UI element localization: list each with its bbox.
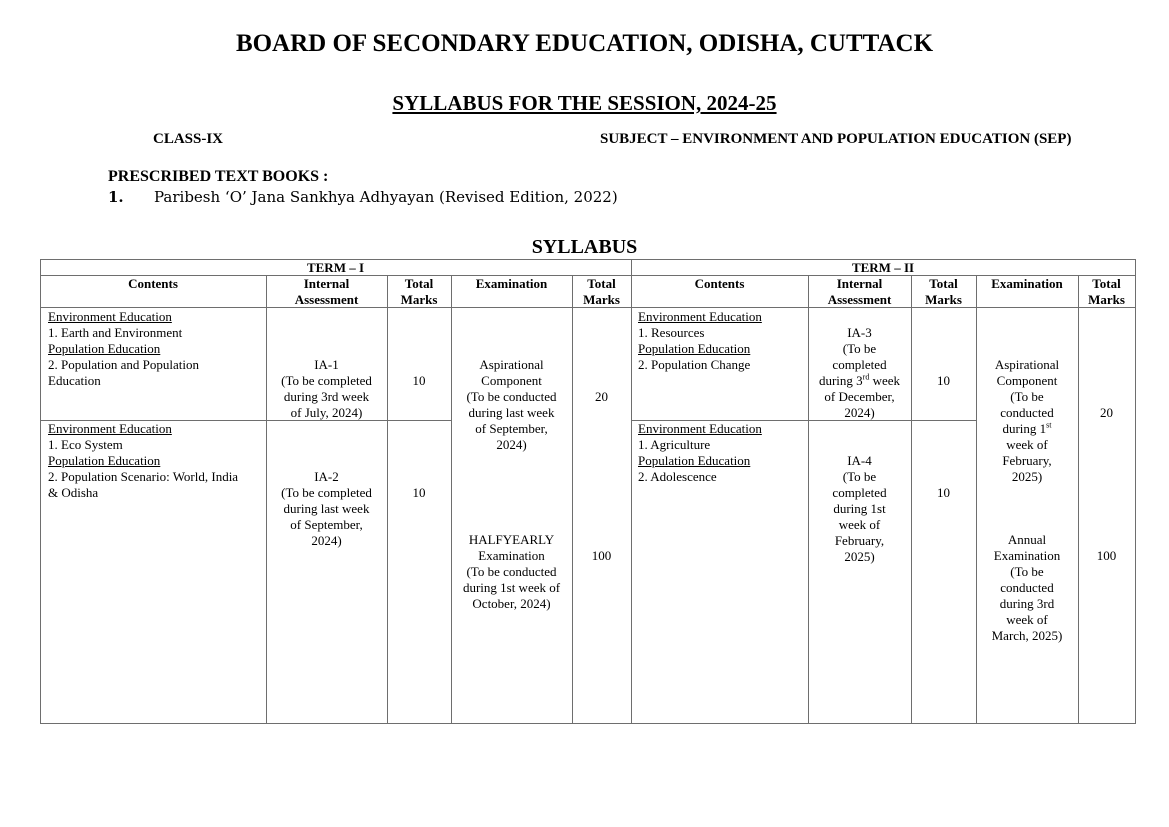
t2-aspirational-exam: Aspirational Component (To be conducted during 1st week of February, 2025) bbox=[994, 357, 1060, 484]
t2-total-marks-header: Total Marks bbox=[925, 276, 962, 307]
textbook-number: 1. bbox=[108, 188, 124, 206]
t2-row2-contents: Environment Education 1. Agriculture Population Education 2. Adolescence bbox=[638, 421, 762, 484]
t1-row2-assessment: IA-2 (To be completed during last week of September, 2024) bbox=[281, 469, 372, 548]
t2-row1-assessment: IA-3 (To be completed during 3rd week of December, 2024) bbox=[818, 325, 901, 420]
term-1-header: TERM – I bbox=[306, 260, 365, 275]
session-title: SYLLABUS FOR THE SESSION, 2024-25 bbox=[392, 91, 777, 115]
t2-row2-assessment: IA-4 (To be completed during 1st week of February, 2025) bbox=[832, 453, 887, 564]
t2-annual-exam: Annual Examination (To be conducted during 3rd week of March, 2025) bbox=[991, 532, 1063, 643]
board-title: BOARD OF SECONDARY EDUCATION, ODISHA, CUTTACK bbox=[235, 30, 934, 57]
t1-row1-assessment: IA-1 (To be completed during 3rd week of July, 2024) bbox=[281, 357, 372, 420]
t1-halfyearly-exam: HALFYEARLY Examination (To be conducted during 1st week of October, 2024) bbox=[462, 532, 561, 611]
t1-aspirational-marks: 20 bbox=[595, 389, 608, 404]
t2-contents-header: Contents bbox=[694, 276, 745, 291]
t2-aspirational-marks: 20 bbox=[1100, 405, 1113, 420]
textbooks-heading: PRESCRIBED TEXT BOOKS : bbox=[108, 168, 329, 185]
t2-annual-marks: 100 bbox=[1096, 548, 1117, 563]
t1-row2-marks: 10 bbox=[412, 485, 426, 500]
t1-exam-total-header: Total Marks bbox=[583, 276, 620, 307]
t1-row2-contents: Environment Education 1. Eco System Population Education 2. Population Scenario: World, India & Odisha bbox=[48, 421, 239, 500]
t2-row2-marks: 10 bbox=[937, 485, 950, 500]
t1-examination-header: Examination bbox=[475, 276, 548, 291]
t1-row1-marks: 10 bbox=[412, 373, 426, 388]
term-2-header: TERM – II bbox=[851, 260, 915, 275]
t2-row1-contents: Environment Education 1. Resources Population Education 2. Population Change bbox=[638, 309, 762, 372]
t2-exam-total-header: Total Marks bbox=[1088, 276, 1125, 307]
syllabus-title: SYLLABUS bbox=[531, 236, 638, 258]
t1-contents-header: Contents bbox=[128, 276, 178, 291]
t1-row1-contents: Environment Education 1. Earth and Environment Population Education 2. Population and Population Education bbox=[48, 309, 199, 388]
t1-aspirational-exam: Aspirational Component (To be conducted during last week of September, 2024) bbox=[466, 357, 557, 452]
t2-examination-header: Examination bbox=[991, 276, 1063, 291]
t1-total-marks-header: Total Marks bbox=[400, 276, 438, 307]
subject-label: SUBJECT – ENVIRONMENT AND POPULATION EDUCATION (SEP) bbox=[600, 131, 1072, 147]
textbook-title: Paribesh ‘O’ Jana Sankhya Adhyayan (Revised Edition, 2022) bbox=[154, 188, 618, 206]
t2-internal-header: Internal Assessment bbox=[827, 276, 892, 307]
t1-halfyearly-marks: 100 bbox=[591, 548, 612, 563]
class-label: CLASS-IX bbox=[153, 131, 224, 147]
t2-row1-marks: 10 bbox=[937, 373, 950, 388]
t1-internal-header: Internal Assessment bbox=[294, 276, 359, 307]
